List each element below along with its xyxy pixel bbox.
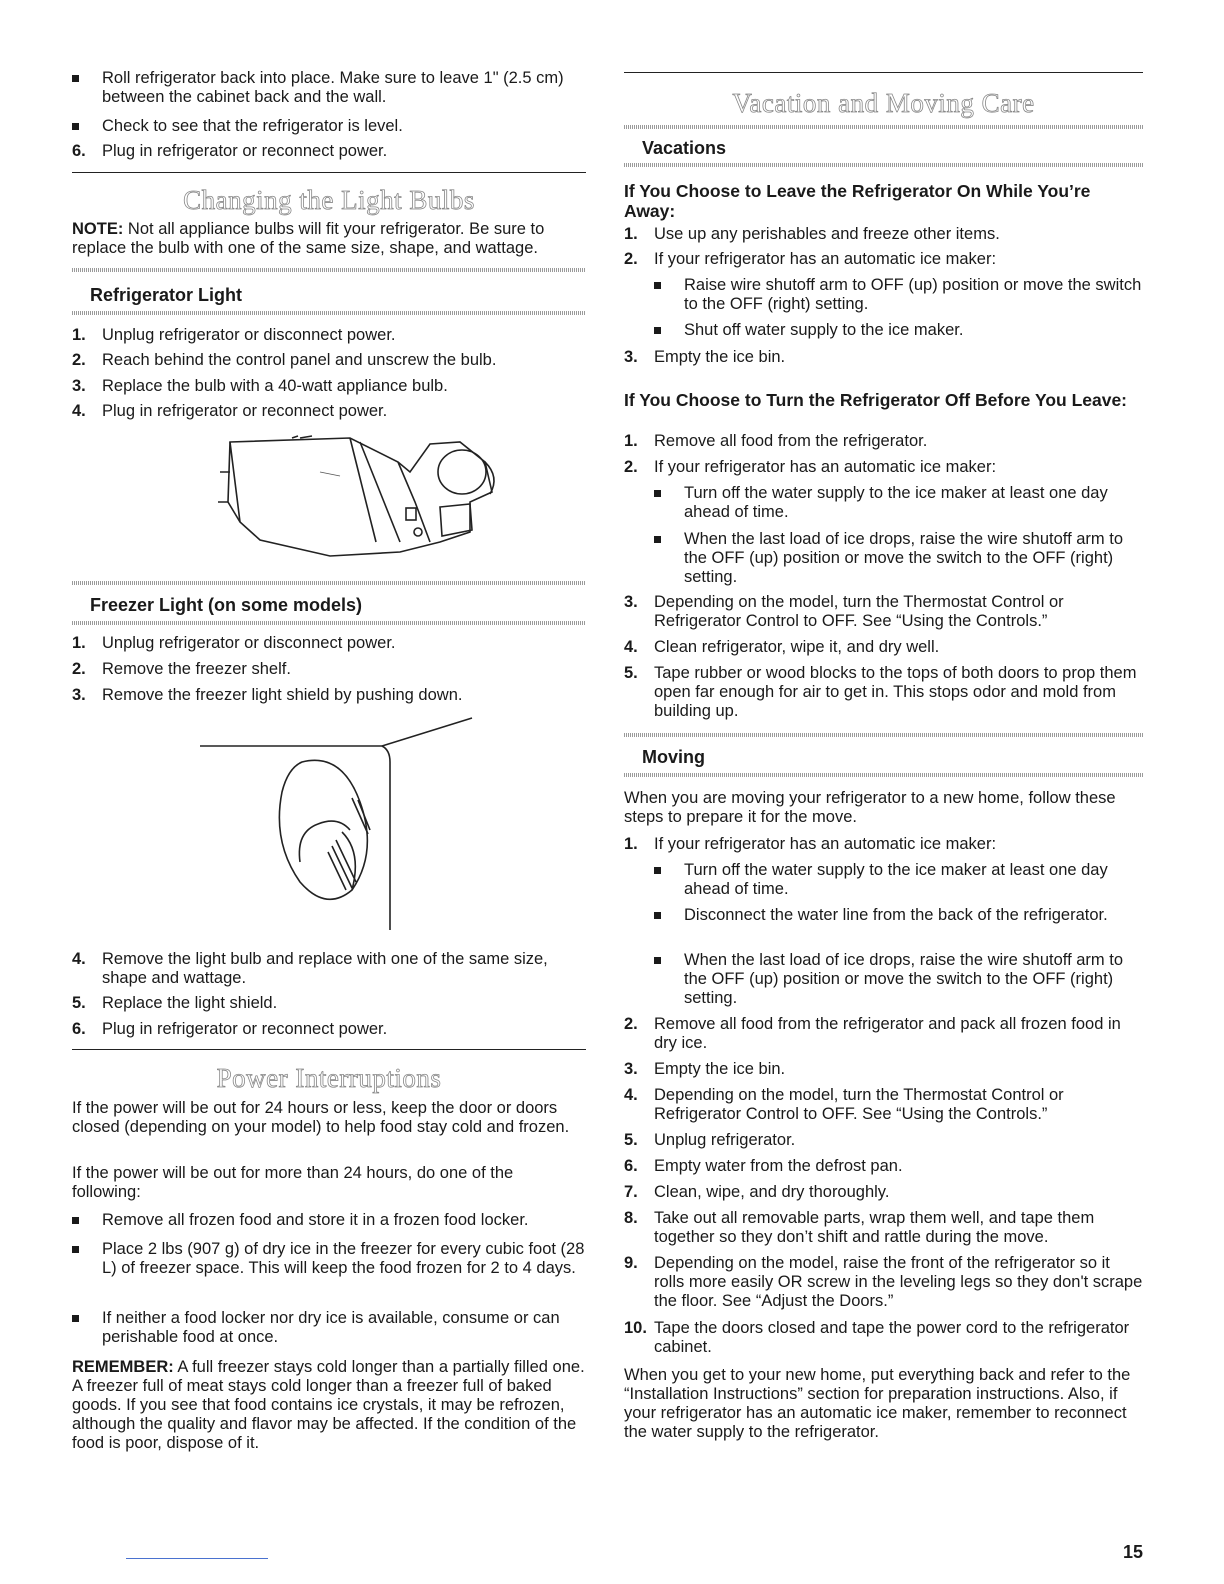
list-item: 2. If your refrigerator has an automatic ice maker:: [624, 458, 997, 476]
bullet-icon: [72, 1217, 79, 1224]
bullet-icon: [654, 282, 661, 289]
list-item: 1. Remove all food from the refrigerator.: [624, 432, 928, 450]
list-item: 6. Empty water from the defrost pan.: [624, 1157, 903, 1175]
list-item: 1. If your refrigerator has an automatic ice maker:: [624, 835, 997, 853]
bullet-icon: [72, 75, 79, 82]
list-item: Place 2 lbs (907 g) of dry ice in the freezer for every cubic foot (28 L) of freezer space. This will keep the food frozen for 2 to 4 days.: [72, 1240, 586, 1278]
list-item: 3. Replace the bulb with a 40-watt appliance bulb.: [72, 377, 448, 395]
subsection-heading: Freezer Light (on some models): [90, 595, 363, 615]
paragraph: When you are moving your refrigerator to a new home, follow these steps to prepare it for the move.: [624, 789, 1116, 826]
bullet-icon: [72, 1246, 79, 1253]
list-item: Turn off the water supply to the ice maker at least one day ahead of time.: [654, 484, 1143, 522]
list-item: 3. Empty the ice bin.: [624, 1060, 786, 1078]
list-item: 9. Depending on the model, raise the front of the refrigerator so it rolls more easily OR screw in the leveling legs so they don't scrape the floor. See “Adjust the Doors.”: [624, 1254, 1143, 1310]
heading-rule: [72, 311, 586, 315]
list-item: 5. Replace the light shield.: [72, 994, 278, 1012]
list-item: 4. Clean refrigerator, wipe it, and dry well.: [624, 638, 940, 656]
list-item: 2. Remove all food from the refrigerator and pack all frozen food in dry ice.: [624, 1015, 1121, 1052]
heading-rule: [624, 163, 1143, 167]
list-item: 8. Take out all removable parts, wrap them well, and tape them together so they don’t shift and rattle during the move.: [624, 1209, 1095, 1246]
section-title: Changing the Light Bulbs: [183, 185, 475, 215]
list-item: 1. Unplug refrigerator or disconnect power.: [72, 326, 396, 344]
bullet-icon: [654, 957, 661, 964]
bullet-icon: [72, 123, 79, 130]
section-divider: [624, 72, 1143, 73]
list-item: 2. If your refrigerator has an automatic ice maker:: [624, 250, 997, 268]
list-item: 4. Plug in refrigerator or reconnect power.: [72, 402, 388, 420]
note-paragraph: NOTE: Not all appliance bulbs will fit your refrigerator. Be sure to replace the bulb with one of the same size, shape, and wattage.: [72, 220, 545, 257]
list-item: 5. Tape rubber or wood blocks to the tops of both doors to prop them open far enough for air to get in. This stops odor and mold from building up.: [624, 664, 1137, 720]
heading-rule: [72, 268, 586, 272]
list-item: If neither a food locker nor dry ice is available, consume or can perishable food at once.: [72, 1309, 586, 1347]
list-item: Check to see that the refrigerator is level.: [72, 117, 586, 136]
list-item: When the last load of ice drops, raise the wire shutoff arm to the OFF (up) position or move the switch to the OFF (right) setting.: [654, 951, 1143, 1008]
heading-rule: [624, 125, 1143, 129]
page-number: 15: [1122, 1542, 1143, 1562]
bullet-icon: [654, 490, 661, 497]
subsection-heading: Refrigerator Light: [90, 285, 243, 305]
list-item: Shut off water supply to the ice maker.: [654, 321, 1143, 340]
list-item: 10. Tape the doors closed and tape the power cord to the refrigerator cabinet.: [624, 1319, 1130, 1356]
list-item: Turn off the water supply to the ice maker at least one day ahead of time.: [654, 861, 1143, 899]
section-title: Vacation and Moving Care: [732, 88, 1035, 118]
section-divider: [72, 172, 586, 173]
heading-rule: [72, 621, 586, 625]
list-item: Raise wire shutoff arm to OFF (up) position or move the switch to the OFF (right) setting.: [654, 276, 1143, 314]
section-divider: [72, 1049, 586, 1050]
paragraph: If the power will be out for more than 24 hours, do one of the following:: [72, 1164, 514, 1201]
list-item: 6. Plug in refrigerator or reconnect power.: [72, 1020, 388, 1038]
list-item: Roll refrigerator back into place. Make sure to leave 1" (2.5 cm) between the cabinet back and the wall.: [72, 69, 586, 107]
list-item: 3. Remove the freezer light shield by pushing down.: [72, 686, 463, 704]
list-item: Disconnect the water line from the back of the refrigerator.: [654, 906, 1143, 925]
paragraph: When you get to your new home, put everything back and refer to the “Installation Instructions” section for preparation instructions. Also, if your refrigerator has an automatic ice maker, remember to reconnect the water supply to the refrigerator.: [624, 1366, 1131, 1441]
list-item: 1. Unplug refrigerator or disconnect power.: [72, 634, 396, 652]
heading-rule: [624, 733, 1143, 737]
remember-paragraph: REMEMBER: A full freezer stays cold longer than a partially filled one. A freezer full of meat stays cold longer than a freezer full of baked goods. If you see that food contains ice crystals, it may be refrozen, although the quality and flavor may be affected. If the condition of the food is poor, dispose of it.: [72, 1358, 585, 1452]
heading-rule: [72, 581, 586, 585]
bullet-icon: [72, 1315, 79, 1322]
refrigerator-light-illustration: [200, 432, 520, 562]
bullet-icon: [654, 327, 661, 334]
list-item: 4. Remove the light bulb and replace with one of the same size, shape and wattage.: [72, 950, 548, 987]
list-item: 1. Use up any perishables and freeze other items.: [624, 225, 1000, 243]
list-item: 7. Clean, wipe, and dry thoroughly.: [624, 1183, 890, 1201]
list-item: 4. Depending on the model, turn the Thermostat Control or Refrigerator Control to OFF. See “Using the Controls.”: [624, 1086, 1064, 1123]
list-item: 6. Plug in refrigerator or reconnect power.: [72, 142, 388, 160]
freezer-light-illustration: [192, 712, 482, 936]
bullet-icon: [654, 536, 661, 543]
footer-rule: [126, 1558, 268, 1559]
list-item: 5. Unplug refrigerator.: [624, 1131, 796, 1149]
list-item: 2. Reach behind the control panel and unscrew the bulb.: [72, 351, 497, 369]
paragraph: If the power will be out for 24 hours or less, keep the door or doors closed (depending on your model) to help food stay cold and frozen.: [72, 1099, 570, 1136]
block-heading: If You Choose to Leave the Refrigerator On While You’re Away:: [624, 181, 1091, 221]
bullet-icon: [654, 912, 661, 919]
list-item: When the last load of ice drops, raise the wire shutoff arm to the OFF (up) position or move the switch to the OFF (right) setting.: [654, 530, 1143, 587]
block-heading: If You Choose to Turn the Refrigerator Off Before You Leave:: [624, 390, 1128, 410]
subsection-heading: Moving: [642, 747, 705, 767]
heading-rule: [624, 773, 1143, 777]
list-item: 3. Depending on the model, turn the Thermostat Control or Refrigerator Control to OFF. See “Using the Controls.”: [624, 593, 1064, 630]
bullet-icon: [654, 867, 661, 874]
list-item: Remove all frozen food and store it in a frozen food locker.: [72, 1211, 586, 1230]
section-title: Power Interruptions: [216, 1063, 442, 1093]
subsection-heading: Vacations: [642, 138, 727, 158]
list-item: 2. Remove the freezer shelf.: [72, 660, 291, 678]
list-item: 3. Empty the ice bin.: [624, 348, 786, 366]
